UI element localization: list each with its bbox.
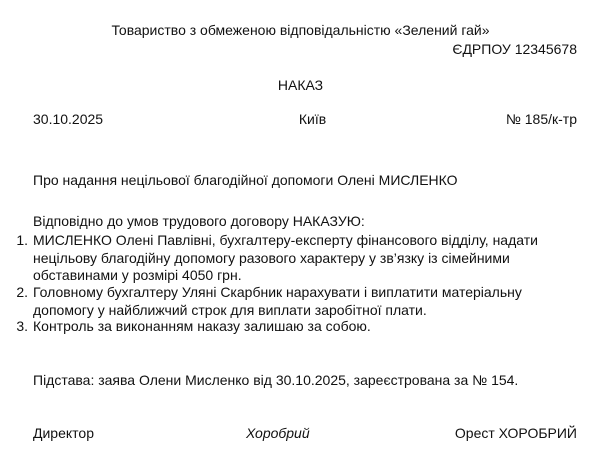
document-title: НАКАЗ [277,77,324,93]
item-number: 2. [16,284,28,300]
handwritten-signature: Хоробрий [246,425,310,441]
item-number: 1. [16,232,28,248]
document-city: Київ [298,111,327,127]
item-number: 3. [16,318,28,334]
document-subject: Про надання нецільової благодійної допомоги Олені МИСЛЕНКО [33,172,458,188]
item-text: МИСЛЕНКО Олені Павлівні, бухгалтеру-експерту фінансового відділу, надати нецільову благодійну допомогу разового характеру у зв’язку із сімейними обставинами у розмірі 4050 грн. [33,232,538,283]
signer-position: Директор [33,425,94,441]
item-text: Контроль за виконанням наказу залишаю за собою. [33,318,371,334]
edrpou-code: ЄДРПОУ 12345678 [452,41,577,57]
company-name: Товариство з обмеженою відповідальністю «Зелений гай» [111,22,490,38]
signer-name: Орест ХОРОБРИЙ [454,425,577,441]
item-text: Головному бухгалтеру Уляні Скарбник нарахувати і виплатити матеріальну допомогу у найближчий строк для виплати заробітної плати. [33,284,522,318]
document-number: № 185/к-тр [505,111,577,127]
order-preamble: Відповідно до умов трудового договору НАКАЗУЮ: [33,213,365,229]
document-date: 30.10.2025 [33,111,104,127]
basis-note: Підстава: заява Олени Мисленко від 30.10.2025, зареєстрована за № 154. [33,372,519,388]
